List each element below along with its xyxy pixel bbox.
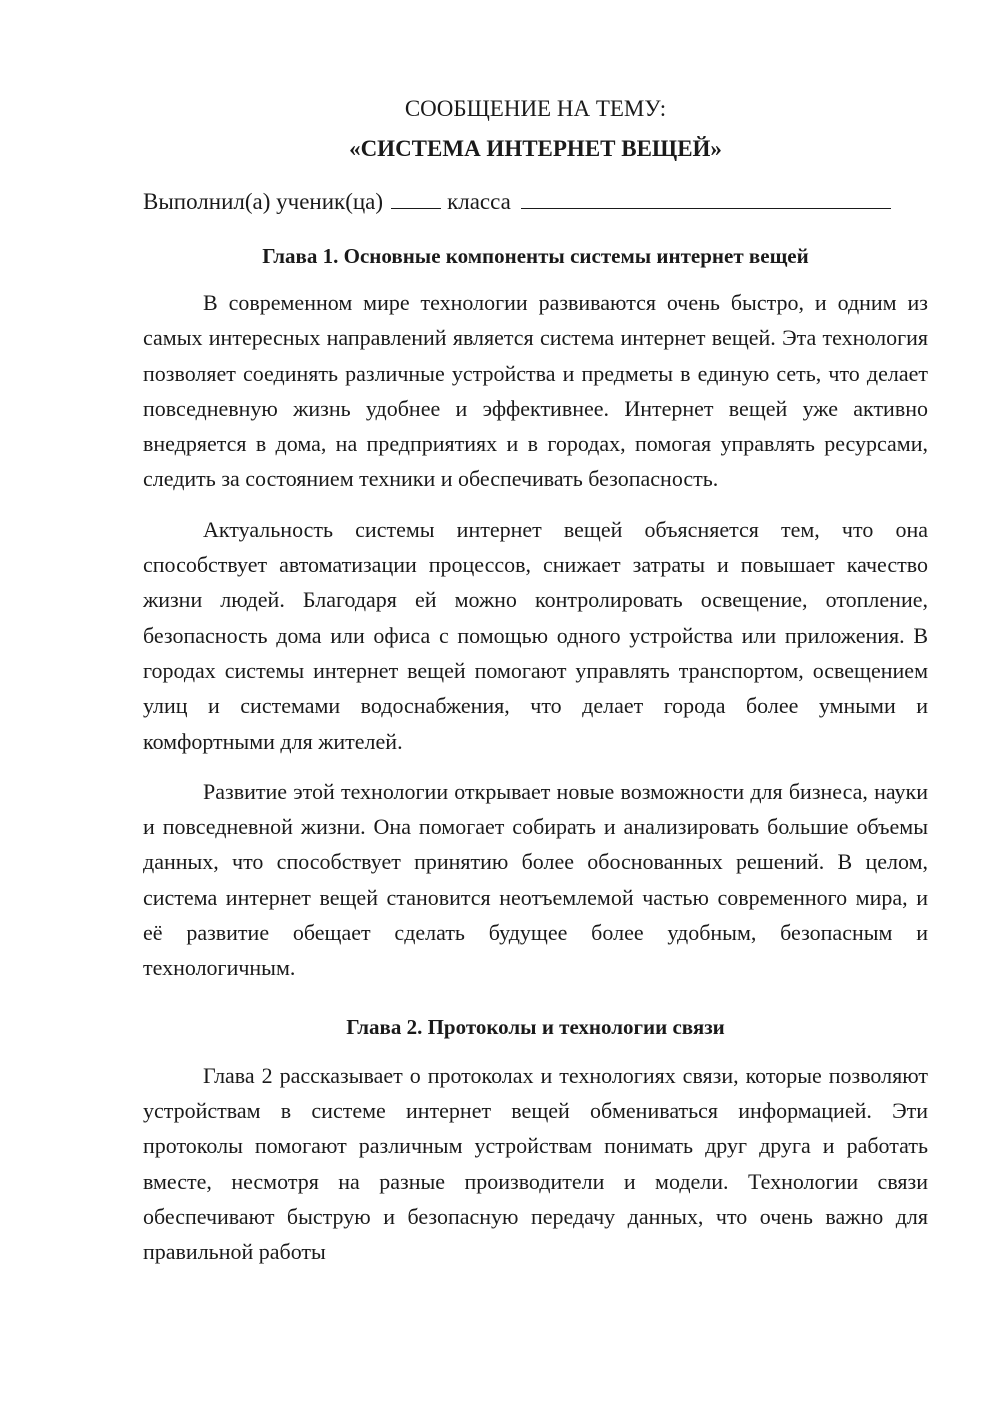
document-page <box>143 92 928 1269</box>
student-prefix: Выполнил(а) ученик(ца) <box>143 189 384 214</box>
document-title-line-2: «СИСТЕМА ИНТЕРНЕТ ВЕЩЕЙ» <box>349 136 722 161</box>
chapter-1-paragraph-2: Актуальность системы интернет вещей объясняется тем, что она способствует автоматизации процессов, снижает затраты и повышает качество жизни людей. Благодаря ей можно контролировать освещение, отопление, безопасность дома или офиса с помощью одного устройства или приложения. В городах системы интернет вещей помогают управлять транспортом, освещением улиц и системами водоснабжения, что делает города более умными и комфортными для жителей. <box>143 516 928 754</box>
chapter-1-paragraph-3: Развитие этой технологии открывает новые возможности для бизнеса, науки и повседневной жизни. Она помогает собирать и анализировать большие объемы данных, что способствует принятию более обоснованных решений. В целом, система интернет вещей становится неотъемлемой частью современного мира, и её развитие обещает сделать будущее более удобным, безопасным и технологичным. <box>143 778 928 981</box>
document-title-line-1: СООБЩЕНИЕ НА ТЕМУ: <box>404 96 667 121</box>
chapter-2-paragraph-1: Глава 2 рассказывает о протоколах и технологиях связи, которые позволяют устройствам в системе интернет вещей обмениваться информацией. Эти протоколы помогают различным устройствам понимать друг друга и работать вместе, несмотря на разные производители и модели. Технологии связи обеспечивают быструю и безопасную передачу данных, что очень важно для правильной работы <box>143 1062 928 1265</box>
student-info-line <box>143 182 928 219</box>
chapter-2-heading: Глава 2. Протоколы и технологии связи <box>346 1014 725 1039</box>
class-word: класса <box>447 189 511 214</box>
chapter-1-paragraph-1: В современном мире технологии развиваются очень быстро, и одним из самых интересных направлений является система интернет вещей. Эта технология позволяет соединять различные устройства и предметы в единую сеть, что делает повседневную жизнь удобнее и эффективнее. Интернет вещей уже активно внедряется в дома, на предприятиях и в городах, помогая управлять ресурсами, следить за состоянием техники и обеспечивать безопасность. <box>143 290 928 492</box>
chapter-1-heading: Глава 1. Основные компоненты системы интернет вещей <box>262 244 809 268</box>
grade-blank <box>391 182 441 209</box>
class-name-blank <box>521 182 891 209</box>
